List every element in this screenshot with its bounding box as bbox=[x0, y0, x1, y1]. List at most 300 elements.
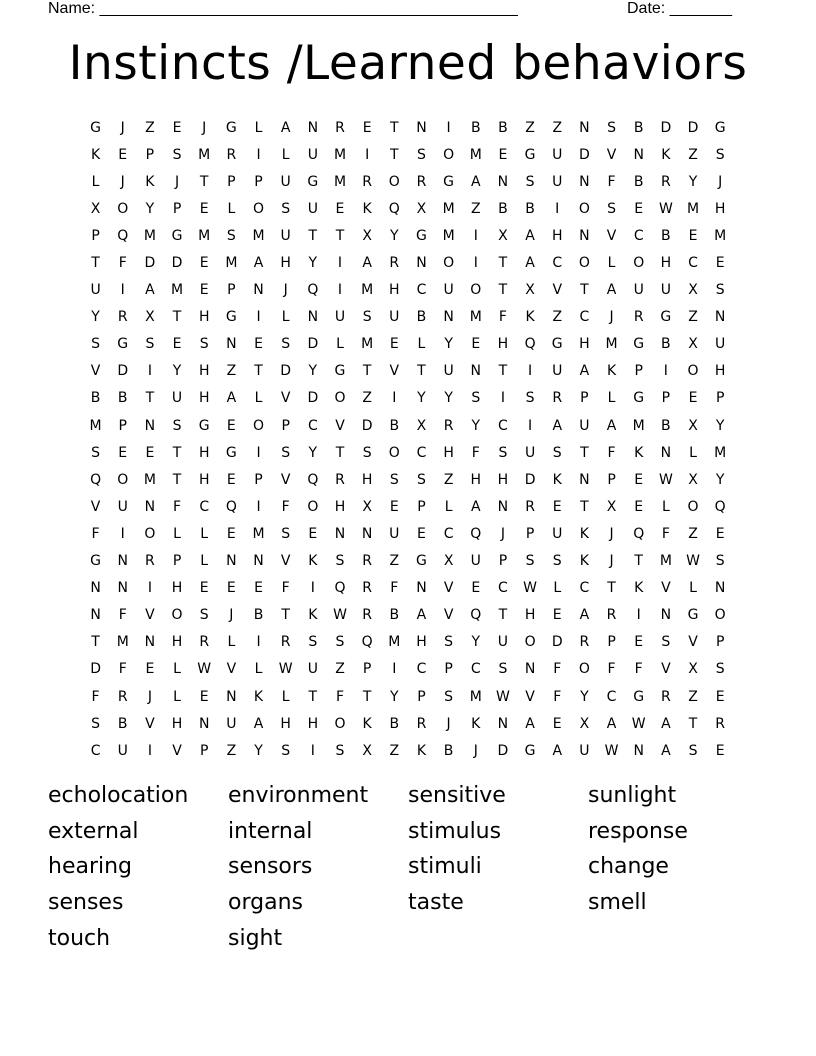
date-line: Date: _______ bbox=[627, 0, 732, 17]
grid-letter: J bbox=[147, 688, 152, 705]
grid-letter: S bbox=[226, 227, 236, 244]
grid-letter: X bbox=[688, 336, 698, 353]
grid-letter: L bbox=[200, 525, 209, 542]
grid-letter: W bbox=[278, 661, 293, 678]
grid-letter: X bbox=[362, 498, 372, 515]
grid-letter: J bbox=[202, 119, 207, 136]
grid-letter: E bbox=[145, 661, 155, 678]
grid-letter: V bbox=[172, 742, 182, 759]
grid-letter: I bbox=[120, 282, 125, 299]
grid-letter: N bbox=[144, 498, 156, 515]
grid-letter: L bbox=[200, 553, 209, 570]
grid-letter: R bbox=[362, 553, 372, 570]
grid-letter: R bbox=[362, 173, 372, 190]
grid-letter: U bbox=[280, 227, 291, 244]
grid-letter: C bbox=[199, 498, 210, 515]
grid-letter: R bbox=[117, 309, 128, 326]
grid-letter: J bbox=[609, 525, 614, 542]
grid-letter: E bbox=[226, 525, 236, 542]
grid-letter: U bbox=[552, 363, 563, 380]
grid-letter: R bbox=[552, 390, 563, 407]
grid-letter: N bbox=[144, 417, 156, 434]
grid-letter: M bbox=[659, 553, 672, 570]
grid-letter: H bbox=[198, 363, 210, 380]
grid-row bbox=[82, 195, 734, 222]
grid-letter: W bbox=[197, 661, 212, 678]
grid-letter: Q bbox=[225, 498, 237, 515]
grid-letter: M bbox=[469, 688, 482, 705]
grid-letter: N bbox=[714, 580, 726, 597]
grid-letter: Y bbox=[444, 390, 453, 407]
grid-letter: R bbox=[525, 498, 535, 515]
grid-letter: U bbox=[660, 282, 671, 299]
grid-letter: D bbox=[307, 390, 319, 407]
grid-letter: L bbox=[281, 146, 290, 163]
grid-letter: N bbox=[579, 471, 590, 488]
grid-letter: G bbox=[416, 553, 427, 570]
grid-letter: T bbox=[281, 607, 290, 624]
grid-letter: F bbox=[335, 688, 345, 705]
grid-letter: G bbox=[524, 146, 536, 163]
grid-letter: Z bbox=[688, 146, 698, 163]
grid-letter: U bbox=[470, 553, 481, 570]
grid-letter: W bbox=[658, 200, 673, 217]
grid-letter: I bbox=[256, 146, 261, 163]
grid-letter: I bbox=[528, 417, 533, 434]
grid-row bbox=[82, 520, 734, 547]
grid-letter: N bbox=[524, 661, 536, 678]
grid-letter: H bbox=[171, 580, 183, 597]
grid-letter: M bbox=[116, 634, 129, 651]
grid-letter: E bbox=[389, 498, 399, 515]
grid-letter: L bbox=[553, 580, 562, 597]
grid-letter: X bbox=[145, 309, 155, 326]
word-list-item: senses bbox=[48, 890, 124, 916]
grid-letter: P bbox=[417, 688, 426, 705]
grid-letter: L bbox=[281, 688, 290, 705]
grid-letter: O bbox=[443, 255, 455, 272]
grid-letter: D bbox=[361, 417, 373, 434]
grid-row bbox=[82, 710, 734, 737]
grid-letter: H bbox=[714, 200, 726, 217]
grid-letter: Q bbox=[714, 498, 726, 515]
grid-letter: U bbox=[307, 200, 318, 217]
grid-letter: N bbox=[90, 607, 101, 624]
grid-letter: B bbox=[633, 119, 644, 136]
grid-letter: T bbox=[145, 390, 155, 407]
grid-letter: F bbox=[553, 688, 562, 705]
grid-letter: Z bbox=[145, 119, 155, 136]
grid-letter: D bbox=[497, 742, 509, 759]
grid-letter: R bbox=[715, 715, 726, 732]
grid-letter: E bbox=[145, 444, 155, 461]
grid-letter: G bbox=[443, 173, 455, 190]
grid-letter: T bbox=[580, 498, 589, 515]
grid-letter: Q bbox=[470, 525, 482, 542]
grid-letter: Z bbox=[552, 119, 563, 136]
letter-grid bbox=[82, 114, 734, 764]
grid-letter: P bbox=[254, 173, 263, 190]
grid-letter: S bbox=[308, 634, 318, 651]
grid-letter: V bbox=[226, 661, 237, 678]
grid-letter: J bbox=[174, 173, 180, 190]
grid-letter: N bbox=[198, 715, 210, 732]
grid-letter: H bbox=[579, 336, 590, 353]
grid-letter: O bbox=[171, 607, 183, 624]
grid-letter: L bbox=[607, 255, 616, 272]
grid-letter: T bbox=[91, 255, 100, 272]
grid-letter: S bbox=[715, 553, 725, 570]
grid-letter: J bbox=[718, 173, 723, 190]
grid-letter: P bbox=[607, 634, 616, 651]
word-list-item: change bbox=[588, 854, 669, 880]
grid-letter: G bbox=[633, 336, 645, 353]
grid-letter: L bbox=[173, 661, 181, 678]
grid-letter: B bbox=[633, 173, 644, 190]
grid-letter: V bbox=[90, 498, 101, 515]
grid-letter: P bbox=[607, 471, 616, 488]
grid-letter: Y bbox=[390, 688, 399, 705]
grid-letter: Z bbox=[226, 742, 237, 759]
grid-letter: O bbox=[578, 661, 590, 678]
grid-letter: I bbox=[528, 363, 533, 380]
grid-row bbox=[82, 277, 734, 304]
grid-letter: K bbox=[579, 553, 589, 570]
grid-letter: I bbox=[147, 363, 152, 380]
grid-letter: N bbox=[497, 173, 509, 190]
grid-letter: A bbox=[145, 282, 155, 299]
grid-letter: Q bbox=[633, 525, 645, 542]
grid-letter: O bbox=[253, 417, 265, 434]
grid-letter: F bbox=[91, 688, 100, 705]
grid-letter: N bbox=[633, 742, 644, 759]
grid-letter: T bbox=[91, 634, 100, 651]
grid-letter: W bbox=[658, 471, 673, 488]
grid-letter: C bbox=[470, 661, 481, 678]
grid-letter: R bbox=[660, 688, 671, 705]
grid-letter: T bbox=[580, 282, 589, 299]
grid-letter: Z bbox=[335, 661, 345, 678]
grid-letter: Y bbox=[91, 309, 100, 326]
grid-letter: S bbox=[715, 146, 725, 163]
grid-letter: G bbox=[307, 173, 319, 190]
grid-letter: T bbox=[308, 688, 318, 705]
grid-letter: M bbox=[442, 227, 455, 244]
grid-letter: P bbox=[227, 173, 236, 190]
grid-letter: S bbox=[362, 309, 372, 326]
grid-letter: S bbox=[335, 553, 345, 570]
grid-letter: J bbox=[500, 525, 505, 542]
grid-letter: S bbox=[281, 336, 291, 353]
grid-letter: T bbox=[580, 444, 589, 461]
grid-letter: Y bbox=[308, 255, 318, 272]
grid-letter: X bbox=[688, 471, 698, 488]
grid-letter: T bbox=[335, 227, 345, 244]
grid-letter: S bbox=[661, 634, 671, 651]
grid-letter: H bbox=[280, 715, 291, 732]
grid-letter: V bbox=[606, 146, 617, 163]
grid-letter: E bbox=[688, 390, 698, 407]
grid-letter: Y bbox=[688, 173, 698, 190]
grid-letter: F bbox=[553, 661, 562, 678]
grid-letter: R bbox=[416, 715, 427, 732]
grid-letter: M bbox=[469, 146, 482, 163]
grid-letter: H bbox=[389, 282, 400, 299]
grid-letter: H bbox=[443, 444, 454, 461]
grid-letter: E bbox=[199, 688, 209, 705]
grid-letter: J bbox=[446, 715, 451, 732]
grid-row bbox=[82, 575, 734, 602]
grid-row bbox=[82, 114, 734, 141]
grid-letter: F bbox=[118, 661, 127, 678]
grid-letter: S bbox=[444, 688, 454, 705]
word-list-item: response bbox=[588, 818, 688, 844]
grid-letter: R bbox=[335, 471, 345, 488]
grid-letter: G bbox=[225, 309, 237, 326]
grid-letter: B bbox=[661, 227, 671, 244]
grid-letter: Z bbox=[362, 390, 372, 407]
grid-letter: V bbox=[606, 227, 617, 244]
grid-letter: A bbox=[280, 119, 291, 136]
grid-letter: G bbox=[198, 417, 210, 434]
word-list-item: organs bbox=[228, 890, 303, 916]
grid-letter: T bbox=[634, 553, 643, 570]
grid-row bbox=[82, 412, 734, 439]
grid-letter: F bbox=[661, 525, 670, 542]
grid-letter: O bbox=[633, 255, 645, 272]
grid-letter: S bbox=[91, 336, 101, 353]
grid-letter: Y bbox=[254, 742, 263, 759]
grid-letter: K bbox=[308, 607, 318, 624]
grid-letter: N bbox=[497, 715, 509, 732]
grid-letter: Y bbox=[580, 688, 589, 705]
word-list-item: echolocation bbox=[48, 783, 189, 808]
word-list-item: external bbox=[48, 818, 139, 844]
grid-letter: V bbox=[443, 580, 454, 597]
grid-letter: P bbox=[145, 146, 155, 163]
grid-letter: G bbox=[551, 336, 563, 353]
grid-letter: O bbox=[524, 634, 536, 651]
grid-letter: R bbox=[226, 146, 237, 163]
grid-letter: Q bbox=[334, 580, 346, 597]
word-list-item: stimuli bbox=[408, 854, 482, 880]
grid-letter: V bbox=[389, 363, 400, 380]
grid-letter: S bbox=[525, 390, 535, 407]
grid-letter: I bbox=[256, 444, 261, 461]
grid-letter: O bbox=[470, 282, 482, 299]
grid-letter: T bbox=[390, 146, 399, 163]
grid-letter: S bbox=[281, 525, 291, 542]
grid-letter: E bbox=[362, 119, 372, 136]
grid-letter: E bbox=[634, 498, 644, 515]
grid-letter: N bbox=[416, 580, 427, 597]
grid-letter: D bbox=[660, 119, 672, 136]
grid-letter: I bbox=[365, 146, 370, 163]
grid-letter: M bbox=[469, 309, 482, 326]
grid-letter: M bbox=[252, 227, 265, 244]
grid-letter: D bbox=[117, 363, 129, 380]
grid-letter: J bbox=[120, 119, 125, 136]
grid-letter: C bbox=[633, 227, 644, 244]
grid-letter: U bbox=[443, 282, 454, 299]
grid-letter: U bbox=[579, 742, 590, 759]
grid-letter: V bbox=[90, 363, 101, 380]
grid-letter: H bbox=[171, 634, 183, 651]
grid-letter: U bbox=[443, 363, 454, 380]
grid-letter: H bbox=[171, 715, 183, 732]
grid-letter: I bbox=[446, 119, 451, 136]
grid-letter: T bbox=[498, 607, 508, 624]
grid-letter: V bbox=[443, 607, 454, 624]
grid-letter: R bbox=[416, 173, 427, 190]
grid-letter: S bbox=[525, 173, 535, 190]
grid-letter: D bbox=[307, 336, 319, 353]
grid-letter: M bbox=[361, 282, 374, 299]
grid-letter: P bbox=[715, 634, 725, 651]
grid-letter: E bbox=[254, 580, 263, 597]
grid-letter: E bbox=[552, 607, 562, 624]
grid-letter: C bbox=[307, 417, 318, 434]
grid-letter: S bbox=[199, 336, 209, 353]
grid-letter: O bbox=[443, 146, 455, 163]
grid-letter: O bbox=[687, 498, 699, 515]
grid-row bbox=[82, 439, 734, 466]
grid-letter: S bbox=[91, 444, 101, 461]
grid-letter: E bbox=[335, 200, 345, 217]
grid-letter: E bbox=[471, 580, 481, 597]
grid-letter: H bbox=[334, 498, 346, 515]
grid-letter: P bbox=[634, 363, 643, 380]
grid-letter: Q bbox=[524, 336, 536, 353]
grid-letter: S bbox=[607, 119, 616, 136]
grid-letter: N bbox=[90, 580, 101, 597]
grid-letter: S bbox=[281, 742, 291, 759]
grid-letter: T bbox=[362, 688, 372, 705]
grid-letter: M bbox=[632, 417, 645, 434]
grid-letter: O bbox=[334, 715, 346, 732]
grid-letter: O bbox=[334, 390, 346, 407]
grid-letter: A bbox=[579, 607, 590, 624]
grid-letter: E bbox=[172, 119, 182, 136]
grid-letter: F bbox=[607, 173, 616, 190]
grid-letter: S bbox=[715, 282, 725, 299]
grid-letter: M bbox=[333, 173, 347, 190]
grid-letter: P bbox=[118, 417, 127, 434]
word-list-item: taste bbox=[408, 890, 464, 916]
grid-letter: W bbox=[604, 742, 619, 759]
grid-letter: O bbox=[307, 498, 319, 515]
grid-letter: K bbox=[362, 715, 372, 732]
grid-letter: M bbox=[714, 444, 727, 461]
grid-letter: F bbox=[281, 498, 290, 515]
grid-letter: L bbox=[254, 661, 263, 678]
grid-letter: M bbox=[171, 282, 184, 299]
grid-letter: V bbox=[145, 607, 155, 624]
grid-letter: E bbox=[552, 498, 562, 515]
grid-letter: O bbox=[144, 525, 156, 542]
grid-letter: E bbox=[417, 525, 426, 542]
grid-letter: E bbox=[226, 417, 236, 434]
grid-letter: X bbox=[362, 227, 372, 244]
grid-letter: S bbox=[145, 336, 155, 353]
grid-letter: M bbox=[714, 227, 727, 244]
word-list-item: sunlight bbox=[588, 783, 677, 808]
grid-letter: L bbox=[254, 390, 263, 407]
grid-letter: J bbox=[120, 173, 125, 190]
grid-row bbox=[82, 548, 734, 575]
grid-letter: E bbox=[688, 227, 698, 244]
grid-letter: U bbox=[334, 309, 346, 326]
grid-letter: F bbox=[634, 661, 643, 678]
grid-letter: S bbox=[389, 471, 399, 488]
grid-letter: Q bbox=[117, 227, 129, 244]
grid-letter: Y bbox=[172, 363, 182, 380]
grid-letter: K bbox=[362, 200, 372, 217]
grid-letter: S bbox=[335, 742, 345, 759]
grid-letter: I bbox=[555, 200, 560, 217]
grid-letter: A bbox=[253, 255, 264, 272]
grid-letter: X bbox=[688, 282, 698, 299]
grid-letter: E bbox=[254, 336, 263, 353]
grid-letter: S bbox=[91, 715, 101, 732]
grid-letter: S bbox=[417, 471, 426, 488]
grid-letter: P bbox=[580, 390, 589, 407]
word-list-item: sight bbox=[228, 925, 283, 951]
grid-letter: A bbox=[525, 255, 535, 272]
grid-letter: H bbox=[551, 227, 563, 244]
grid-letter: U bbox=[307, 146, 318, 163]
grid-letter: Z bbox=[389, 742, 400, 759]
grid-letter: I bbox=[392, 390, 397, 407]
grid-letter: U bbox=[715, 336, 726, 353]
grid-row bbox=[82, 141, 734, 168]
grid-letter: L bbox=[254, 119, 263, 136]
grid-letter: G bbox=[225, 444, 237, 461]
grid-letter: N bbox=[660, 607, 672, 624]
grid-row bbox=[82, 466, 734, 493]
grid-letter: Y bbox=[390, 227, 399, 244]
grid-letter: Y bbox=[417, 390, 426, 407]
grid-letter: V bbox=[280, 553, 291, 570]
grid-letter: C bbox=[443, 525, 454, 542]
grid-letter: M bbox=[143, 227, 156, 244]
grid-letter: N bbox=[253, 282, 264, 299]
grid-letter: S bbox=[607, 200, 616, 217]
name-line: Name: _______________________________________________ bbox=[48, 0, 518, 17]
grid-letter: Y bbox=[308, 363, 318, 380]
grid-letter: A bbox=[416, 607, 427, 624]
grid-letter: U bbox=[280, 173, 291, 190]
grid-letter: O bbox=[714, 607, 726, 624]
grid-letter: K bbox=[90, 146, 101, 163]
grid-letter: J bbox=[229, 607, 234, 624]
grid-letter: M bbox=[198, 227, 211, 244]
grid-letter: S bbox=[471, 390, 481, 407]
grid-letter: S bbox=[281, 200, 291, 217]
grid-letter: S bbox=[172, 417, 182, 434]
grid-letter: X bbox=[688, 661, 698, 678]
grid-letter: J bbox=[609, 309, 614, 326]
grid-letter: E bbox=[308, 525, 318, 542]
grid-letter: D bbox=[687, 119, 699, 136]
grid-letter: D bbox=[579, 146, 590, 163]
grid-letter: D bbox=[280, 363, 292, 380]
grid-letter: B bbox=[498, 200, 508, 217]
grid-letter: W bbox=[631, 715, 646, 732]
header bbox=[48, 0, 740, 20]
grid-letter: R bbox=[606, 607, 617, 624]
grid-letter: O bbox=[117, 200, 129, 217]
